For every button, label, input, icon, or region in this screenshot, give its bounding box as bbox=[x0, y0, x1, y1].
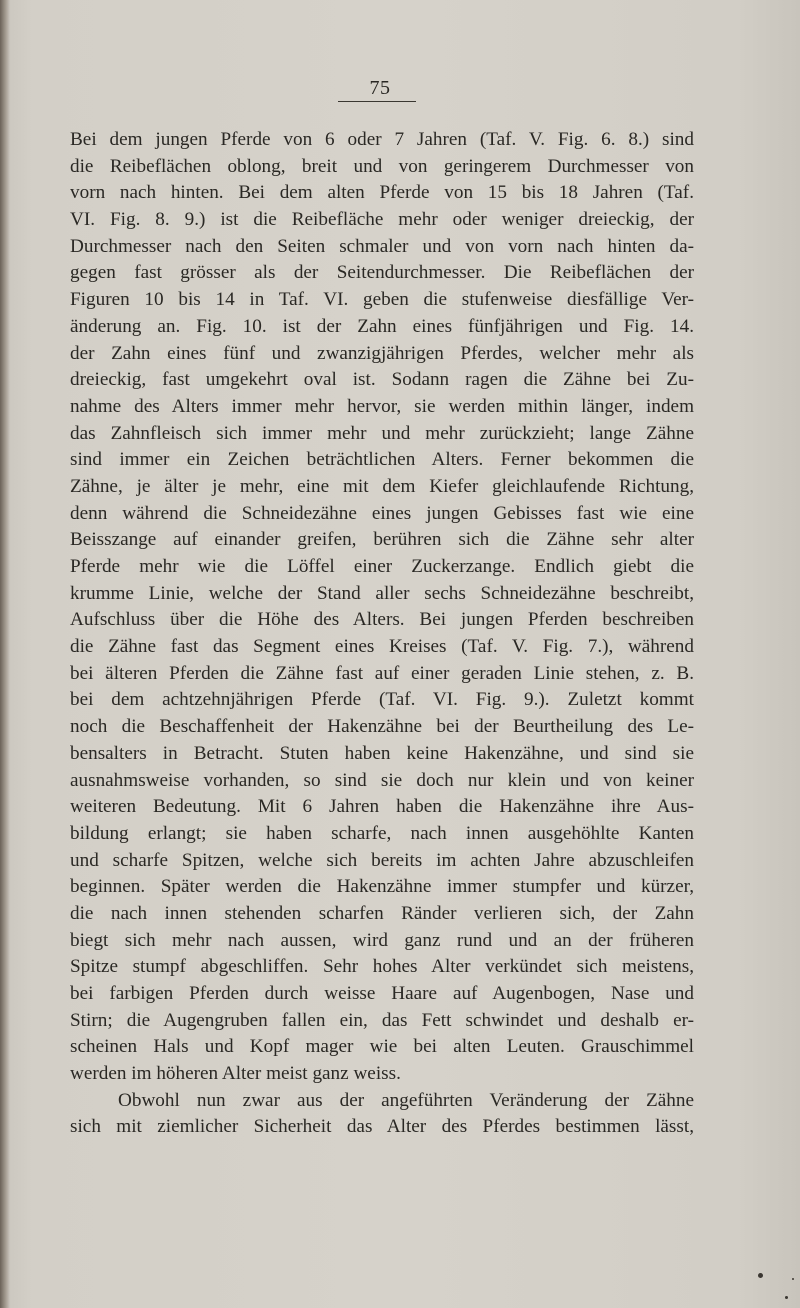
text-line: beginnen. Später werden die Hakenzähne immer stumpfer und kürzer, bbox=[70, 876, 694, 898]
paper-speck bbox=[758, 1273, 763, 1278]
body-text bbox=[70, 127, 694, 1141]
text-line: änderung an. Fig. 10. ist der Zahn eines fünfjährigen und Fig. 14. bbox=[70, 315, 694, 337]
paper-speck bbox=[785, 1296, 788, 1299]
text-line: biegt sich mehr nach aussen, wird ganz rund und an der früheren bbox=[70, 929, 694, 951]
text-line: der Zahn eines fünf und zwanzigjährigen Pferdes, welcher mehr als bbox=[70, 342, 694, 364]
text-line: Durchmesser nach den Seiten schmaler und von vorn nach hinten da- bbox=[70, 235, 694, 257]
text-line: gegen fast grösser als der Seitendurchmesser. Die Reibeflächen der bbox=[70, 262, 694, 284]
text-line: nahme des Alters immer mehr hervor, sie werden mithin länger, indem bbox=[70, 395, 694, 417]
text-line: Spitze stumpf abgeschliffen. Sehr hohes Alter verkündet sich meistens, bbox=[70, 956, 694, 978]
text-line: Stirn; die Augengruben fallen ein, das Fett schwindet und deshalb er- bbox=[70, 1009, 694, 1031]
text-line: VI. Fig. 8. 9.) ist die Reibefläche mehr oder weniger dreieckig, der bbox=[70, 209, 694, 231]
text-line: Figuren 10 bis 14 in Taf. VI. geben die stufenweise diesfällige Ver- bbox=[70, 289, 694, 311]
text-line: die nach innen stehenden scharfen Ränder verlieren sich, der Zahn bbox=[70, 902, 694, 924]
text-line: die Reibeflächen oblong, breit und von geringerem Durchmesser von bbox=[70, 155, 694, 177]
text-line: sind immer ein Zeichen beträchtlichen Alters. Ferner bekommen die bbox=[70, 449, 694, 471]
text-line: die Zähne fast das Segment eines Kreises (Taf. V. Fig. 7.), während bbox=[70, 636, 694, 658]
text-line: Zähne, je älter je mehr, eine mit dem Kiefer gleichlaufende Richtung, bbox=[70, 475, 694, 497]
text-line: das Zahnfleisch sich immer mehr und mehr zurückzieht; lange Zähne bbox=[70, 422, 694, 444]
text-line: bei dem achtzehnjährigen Pferde (Taf. VI. Fig. 9.). Zuletzt kommt bbox=[70, 689, 694, 711]
text-line: vorn nach hinten. Bei dem alten Pferde von 15 bis 18 Jahren (Taf. bbox=[70, 182, 694, 204]
paragraph-start-line: Obwohl nun zwar aus der angeführten Veränderung der Zähne bbox=[118, 1089, 694, 1111]
paragraph-end-line: werden im höheren Alter meist ganz weiss. bbox=[70, 1063, 401, 1085]
page-binding-edge bbox=[0, 0, 10, 1308]
text-line: noch die Beschaffenheit der Hakenzähne bei der Beurtheilung des Le- bbox=[70, 716, 694, 738]
text-line: dreieckig, fast umgekehrt oval ist. Sodann ragen die Zähne bei Zu- bbox=[70, 369, 694, 391]
text-line: Beisszange auf einander greifen, berühren sich die Zähne sehr alter bbox=[70, 529, 694, 551]
text-line: Bei dem jungen Pferde von 6 oder 7 Jahren (Taf. V. Fig. 6. 8.) sind bbox=[70, 129, 694, 150]
page-number: 75 bbox=[369, 77, 391, 99]
text-line: bei farbigen Pferden durch weisse Haare auf Augenbogen, Nase und bbox=[70, 983, 694, 1004]
text-line: und scharfe Spitzen, welche sich bereits im achten Jahre abzuschleifen bbox=[70, 849, 694, 871]
text-line: denn während die Schneidezähne eines jungen Gebisses fast wie eine bbox=[70, 502, 694, 524]
page-number-rule bbox=[338, 101, 416, 102]
text-line: krumme Linie, welche der Stand aller sechs Schneidezähne beschreibt, bbox=[70, 582, 694, 604]
text-line: sich mit ziemlicher Sicherheit das Alter des Pferdes bestimmen lässt, bbox=[70, 1116, 694, 1138]
paper-speck bbox=[792, 1278, 794, 1280]
text-line: bensalters in Betracht. Stuten haben keine Hakenzähne, und sind sie bbox=[70, 742, 694, 764]
text-line: Pferde mehr wie die Löffel einer Zuckerzange. Endlich giebt die bbox=[70, 556, 694, 577]
text-line: weiteren Bedeutung. Mit 6 Jahren haben die Hakenzähne ihre Aus- bbox=[70, 796, 694, 818]
text-line: bildung erlangt; sie haben scharfe, nach innen ausgehöhlte Kanten bbox=[70, 822, 694, 844]
text-line: ausnahmsweise vorhanden, so sind sie doch nur klein und von keiner bbox=[70, 769, 694, 791]
text-line: scheinen Hals und Kopf mager wie bei alten Leuten. Grauschimmel bbox=[70, 1036, 694, 1058]
text-line: Aufschluss über die Höhe des Alters. Bei jungen Pferden beschreiben bbox=[70, 609, 694, 631]
text-line: bei älteren Pferden die Zähne fast auf einer geraden Linie stehen, z. B. bbox=[70, 662, 694, 684]
